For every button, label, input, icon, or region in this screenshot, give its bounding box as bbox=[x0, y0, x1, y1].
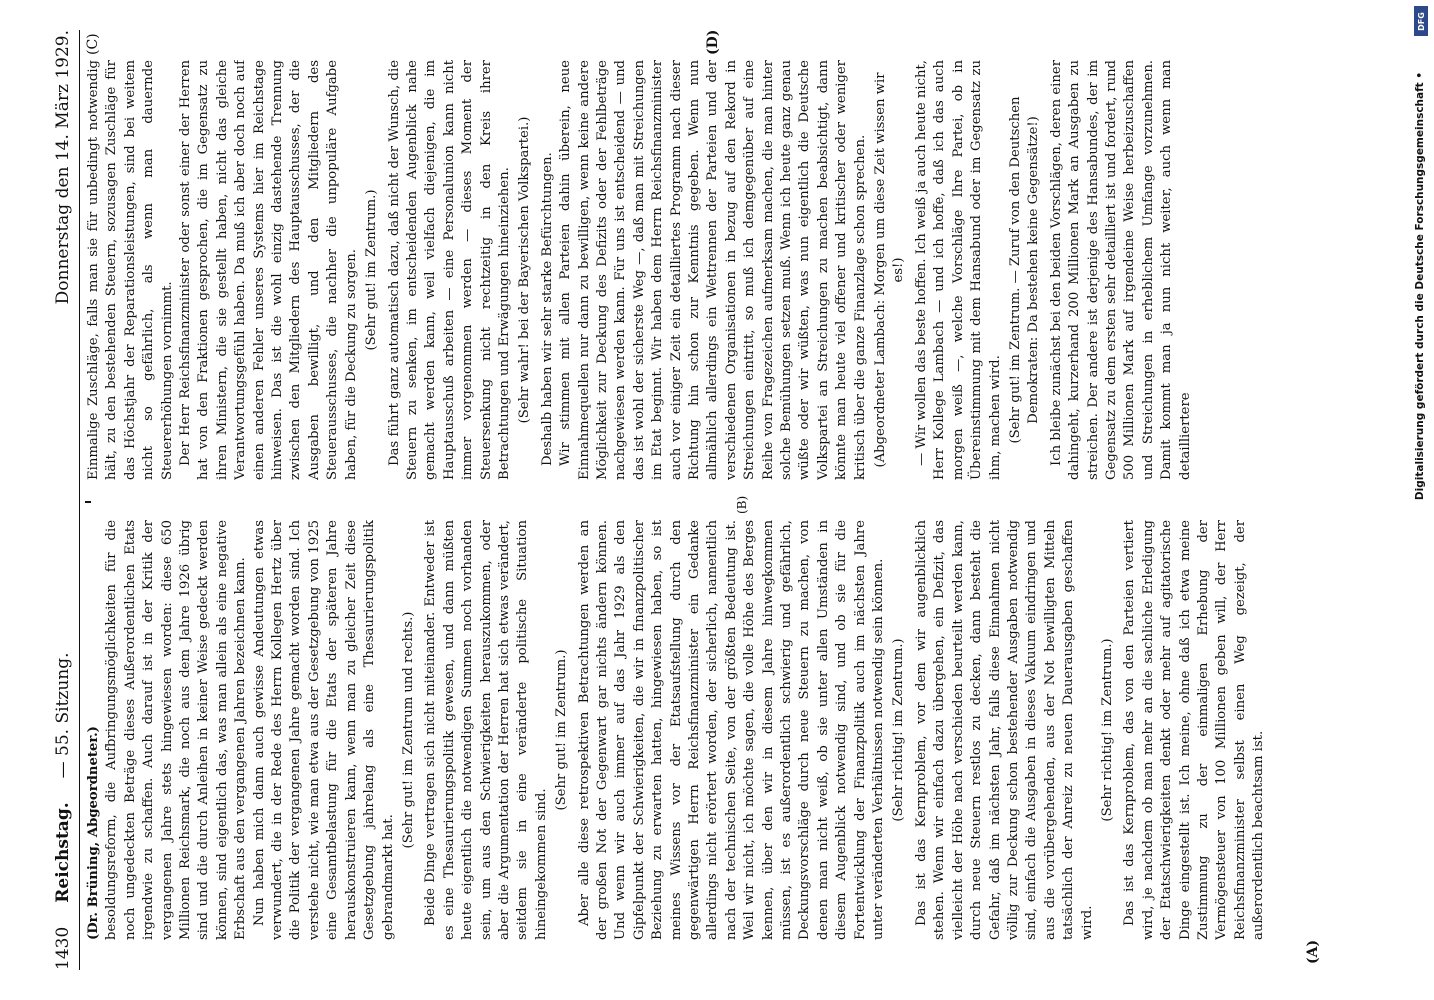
right-column bbox=[85, 60, 1385, 480]
digitization-credit bbox=[1412, 6, 1428, 566]
session-label: — 55. Sitzung. bbox=[53, 652, 73, 779]
credit-text: Digitalisierung gefördert durch die Deutsche Forschungsgemeinschaft • bbox=[1414, 71, 1426, 501]
page-number: 1430 bbox=[53, 926, 73, 970]
interjection: (Sehr gut! im Zentrum.) bbox=[554, 649, 570, 811]
speech-paragraph: Deshalb haben wir sehr starke Befürchtungen. bbox=[539, 152, 555, 466]
speech-paragraph: Der Herr Reichsfinanzminister oder sonst einer der Herren hat von den Fraktionen gesprochen, die im Gegensatz zu ihren Ministern, die sie gestellt haben, nicht das gleiche Verantwortungsgefühl haben. Da muß ich aber doch noch auf einen anderen Fehler unseres Systems hier im Reichstage hinweisen. Das ist die wohl einzig dastehende Trennung zwischen den Mitgliedern des Hauptausschusses, der die Ausgaben bewilligt, und den Mitgliedern des Steuerausschusses, die nachher die unpopuläre Aufgabe haben, für die Deckung zu sorgen. bbox=[178, 60, 359, 480]
interjection: (Sehr richtig! im Zentrum.) bbox=[1099, 638, 1115, 822]
speech-paragraph: Wir stimmen mit allen Parteien dahin überein, neue Einnahmequellen nur dann zu bewilligen, wenn keine andere Möglichkeit zur Deckung des Defizits oder der Fehlbeträge nachgewiesen werden kann. Für uns ist entscheidend — und das ist wohl der sicherste Weg —, daß man mit Streichungen im Etat beginnt. Wir haben dem Herrn Reichsfinanzminister auch vor einiger Zeit ein detailliertes Programm nach dieser Richtung hin schon zur Kenntnis gegeben. Wenn nun allmählich allerdings ein Wettrennen der Parteien und der verschiedenen Organisationen in bezug auf den Rekord in Streichungen eintritt, so muß ich demgegenüber auf eine Reihe von Fragezeichen aufmerksam machen, die man hinter solche Bemühungen setzen muß. Wenn ich heute ganz genau wüßte oder wir wüßten, was nun eigentlich die Deutsche Volkspartei an Streichungen zu machen beabsichtigt, dann könnte man heute viel offener und kritischer oder weniger kritisch über die ganze Finanzlage schon sprechen. bbox=[558, 60, 868, 480]
speech-paragraph: Einmalige Zuschläge, falls man sie für unbedingt notwendig hält, zu den bestehenden Steuern, sozusagen Zuschläge für das Höchstjahr der Reparationsleistungen, sind bei weitem nicht so gefährlich, als wenn man dauernde Steuererhöhungen vornimmt. bbox=[86, 60, 175, 480]
speech-paragraph: Das ist das Kernproblem, vor dem wir augenblicklich stehen. Wenn wir einfach dazu übergehen, ein Defizit, das vielleicht der Höhe nach verschieden beurteilt werden kann, durch neue Steuern restlos zu decken, dann besteht die Gefahr, daß im nächsten Jahr, falls diese Einnahmen nicht völlig zur Deckung schon bestehender Ausgaben notwendig sind, einfach die Ausgaben in dieses Vakuum eindringen und aus die vorübergehenden, aus der Not bewilligten Mitteln tatsächlich der Anreiz zu neuen Dauerausgaben geschaffen wird. bbox=[913, 520, 1095, 940]
speech-paragraph: besoldungsreform, die Aufbringungsmöglichkeiten für die noch ungedeckten Beträge dieses Außerordentlichen Etats irgendwie zu schaffen. Auch darauf ist in der Kritik der vergangenen Jahre stets hingewiesen worden: diese 650 Millionen Reichsmark, die noch aus dem Jahre 1926 übrig sind und die durch Anleihen in keiner Weise gedeckt werden können, sind eigentlich das, was man allein als eine negative Erbschaft aus den vergangenen Jahren bezeichnen kann. bbox=[104, 520, 249, 940]
interjection: (Sehr gut! im Zentrum und rechts.) bbox=[400, 611, 416, 849]
header-rule bbox=[79, 30, 80, 970]
margin-marker-a: (A) bbox=[1305, 939, 1321, 964]
page-header bbox=[53, 30, 79, 970]
speech-paragraph: Das ist das Kernproblem, das von den Parteien vertiert wird, je nachdem ob man mehr an die sachliche Erledigung der Etatschwierigkeiten denkt oder mehr auf agitatorische Dinge eingestellt ist. Ich meine, ohne daß ich etwa meine Zustimmung zu der einmaligen Erhebung der Vermögensteuer von 100 Millionen geben will, der Herr Reichsfinanzminister selbst einen Weg gezeigt, der außerordentlich beachtsam ist. bbox=[1122, 520, 1267, 940]
interjection: (Sehr richtig! im Zentrum.) bbox=[891, 638, 907, 822]
speech-paragraph: Nun haben mich dann auch gewisse Andeutungen etwas verwundert, die in der Rede des Herrn Kollegen Hertz über die Politik der vergangenen Jahre gemacht worden sind. Ich verstehe nicht, wie man etwa aus der Gesetzgebung von 1925 eine Gesamtbelastung für die Etats der späteren Jahre herauskonstruieren kann, wenn man zu gleicher Zeit diese Gesetzgebung jahrelang als eine Thesaurierungspolitik gebrandmarkt hat. bbox=[251, 520, 396, 940]
speaker-attribution: (Dr. Brüning, Abgeordneter.) bbox=[86, 726, 101, 940]
rotated-document-page bbox=[45, 0, 1425, 1000]
interjection: (Sehr wahr! bei der Bayerischen Volkspartei.) bbox=[517, 116, 533, 424]
interjection: (Sehr gut! im Zentrum. — Zuruf von den Deutschen Demokraten: Da bestehen keine Gegensätze!) bbox=[1007, 96, 1042, 444]
margin-marker-d: (D) bbox=[705, 29, 721, 55]
speech-paragraph: Aber alle diese retrospektiven Betrachtungen werden an der großen Not der Gegenwart gar nichts ändern können. Und wenn wir auch immer auf das Jahr 1929 als den Gipfelpunkt der Schwierigkeiten, die wir in finanzpolitischer Beziehung zu erwarten hatten, hingewiesen haben, so ist meines Wissens vor der Etatsaufstellung durch den gegenwärtigen Herrn Reichsfinanzminister ein Gedanke allerdings nicht erörtert worden, der sicherlich, namentlich nach der technischen Seite, von der größten Bedeutung ist. Weil wir nicht, ich möchte sagen, die volle Höhe des Berges kennen, über den wir in diesem Jahre hinwegkommen müssen, ist es außerordentlich schwierig und gefährlich, Deckungsvorschläge durch neue Steuern zu machen, von denen man nicht weiß, ob sie unter allen Umständen in diesem Augenblick notwendig sind, und ob sie für die Fortentwicklung der Finanzpolitik auch im nächsten Jahre unter veränderten Verhältnissen notwendig sein können. bbox=[576, 520, 887, 940]
session-date: Donnerstag den 14. März 1929. bbox=[53, 30, 73, 305]
dfg-badge-text: DFG bbox=[1416, 11, 1426, 31]
left-column bbox=[85, 520, 1385, 940]
chamber-name: Reichstag. bbox=[53, 802, 73, 903]
margin-marker-c: (C) bbox=[85, 33, 101, 55]
speech-paragraph: Ich bleibe zunächst bei den beiden Vorschlägen, deren einer dahingeht, kurzerhand 200 Millionen Mark an Ausgaben zu streichen. Der andere ist derjenige des Hansabundes, der im Gegensatz zu dem ersten sehr detailliert ist und fordert, rund 500 Millionen Mark auf irgendeine Weise herbeizuschaffen und Streichungen in erheblichem Umfange vorzunehmen. Damit kommt man ja nun nicht weiter, auch wenn man detailliertere bbox=[1048, 60, 1193, 480]
speech-paragraph: Beide Dinge vertragen sich nicht miteinander. Entweder ist es eine Thesaurierungspolitik gewesen, und dann müßten heute eigentlich die notwendigen Summen noch vorhanden sein, um aus den Schwierigkeiten herauszukommen, oder aber die Argumentation der Herren hat sich etwas verändert, seitdem sie in eine veränderte politische Situation hineingekommen sind. bbox=[423, 520, 549, 940]
interjection: (Abgeordneter Lambach: Morgen um diese Zeit wissen wir es!) bbox=[873, 72, 907, 468]
margin-marker-b: (B) bbox=[735, 495, 749, 514]
dfg-logo-badge bbox=[1414, 6, 1428, 36]
column-gutter-mark bbox=[85, 501, 91, 503]
speech-paragraph: — Wir wollen das beste hoffen. Ich weiß ja auch heute nicht, Herr Kollege Lambach — und ich hoffe, daß ich das auch morgen weiß —, welche Vorschläge Ihre Partei, ob in Übereinstimmung mit dem Hansabund oder im Gegensatz zu ihm, machen wird. bbox=[913, 60, 1003, 480]
speech-paragraph: Das führt ganz automatisch dazu, daß nicht der Wunsch, die Steuern zu senken, im entscheidenden Augenblick nahe gemacht werden kann, weil vielfach diejenigen, die im Hauptausschuß arbeiten — eine Personalunion kann nicht immer vorgenommen werden — dieses Moment der Steuersenkung nicht rechtzeitig in den Kreis ihrer Betrachtungen und Erwägungen hineinziehen. bbox=[386, 60, 512, 480]
interjection: (Sehr gut! im Zentrum.) bbox=[364, 189, 380, 351]
document-page-inner bbox=[45, 0, 1425, 1000]
